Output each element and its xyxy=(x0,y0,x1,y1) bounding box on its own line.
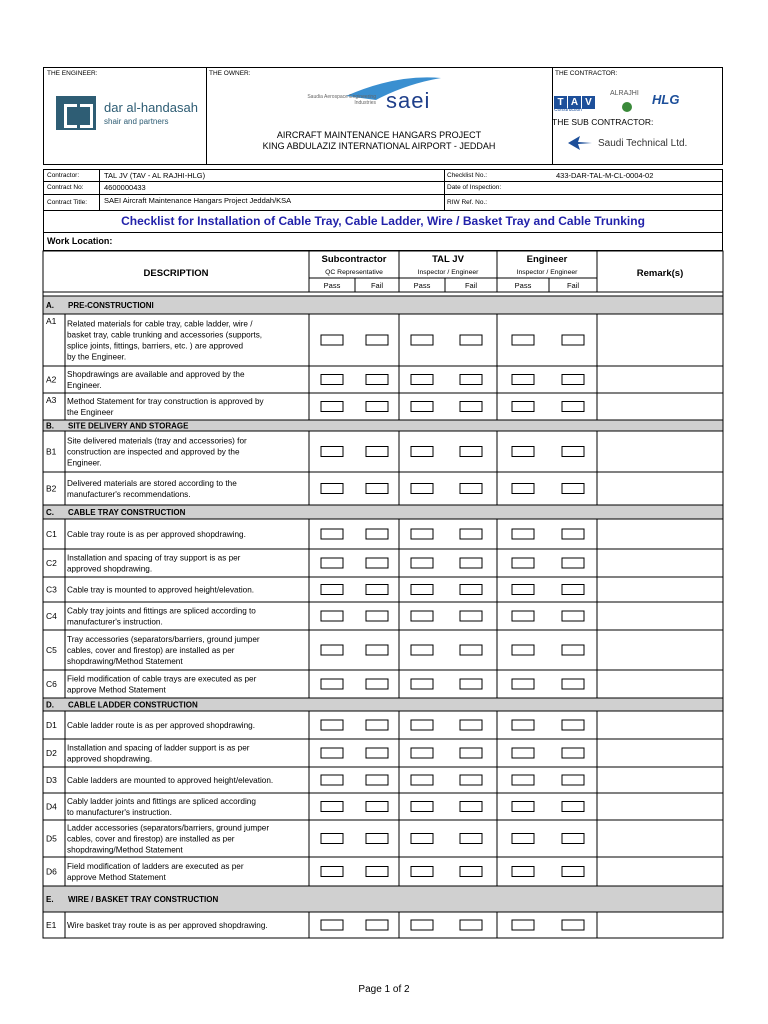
item-description: Delivered materials are stored according to the xyxy=(67,479,237,488)
item-description: Related materials for cable tray, cable ladder, wire / xyxy=(67,319,253,329)
pass-checkbox[interactable] xyxy=(321,447,343,457)
pass-checkbox[interactable] xyxy=(512,529,534,539)
section-code: A. xyxy=(46,301,54,310)
pass-checkbox[interactable] xyxy=(321,585,343,595)
fail-checkbox[interactable] xyxy=(460,802,482,812)
pass-checkbox[interactable] xyxy=(321,375,343,385)
item-description: manufacturer's instruction. xyxy=(67,617,163,627)
work-location-label: Work Location: xyxy=(43,233,723,251)
section-code: C. xyxy=(46,508,54,517)
fail-checkbox[interactable] xyxy=(460,834,482,844)
item-description: Cable tray route is as per approved shopdrawing. xyxy=(67,530,246,539)
alrajhi-logo: ALRAJHI xyxy=(610,90,639,97)
section-code: D. xyxy=(46,700,54,710)
fail-checkbox[interactable] xyxy=(366,402,388,412)
fail-checkbox[interactable] xyxy=(562,802,584,812)
item-description: cables, cover and firestop) are installed as per xyxy=(67,834,235,844)
item-id: E1 xyxy=(46,920,57,930)
page-number: Page 1 of 2 xyxy=(358,984,410,995)
sub-contractor-label: THE SUB CONTRACTOR: xyxy=(552,117,654,127)
pass-checkbox[interactable] xyxy=(512,402,534,412)
fail-checkbox[interactable] xyxy=(366,375,388,385)
group-header: Subcontractor xyxy=(321,254,387,265)
item-description: shopdrawing/Method Statement xyxy=(67,657,183,666)
pass-checkbox[interactable] xyxy=(411,748,433,758)
item-description: approve Method Statement xyxy=(67,685,166,695)
description-header: DESCRIPTION xyxy=(143,268,209,279)
item-id: C5 xyxy=(46,645,57,655)
pass-checkbox[interactable] xyxy=(512,335,534,345)
remarks-field[interactable] xyxy=(599,672,721,696)
item-description: Site delivered materials (tray and accessories) for xyxy=(67,436,247,446)
fail-checkbox[interactable] xyxy=(460,775,482,785)
section-code: E. xyxy=(46,895,54,904)
fail-checkbox[interactable] xyxy=(366,611,388,621)
fail-checkbox[interactable] xyxy=(562,611,584,621)
group-header: Engineer xyxy=(526,254,568,265)
pass-checkbox[interactable] xyxy=(321,402,343,412)
item-id: D1 xyxy=(46,720,57,730)
fail-checkbox[interactable] xyxy=(562,484,584,494)
fail-checkbox[interactable] xyxy=(562,867,584,877)
fail-header: Fail xyxy=(566,281,580,290)
pass-checkbox[interactable] xyxy=(512,867,534,877)
item-id: C4 xyxy=(46,611,57,621)
item-description: Ladder accessories (separators/barriers, ground jumper xyxy=(67,823,270,833)
remarks-field[interactable] xyxy=(599,521,721,547)
project-title-line1: AIRCRAFT MAINTENANCE HANGARS PROJECT xyxy=(276,130,482,140)
fail-checkbox[interactable] xyxy=(460,585,482,595)
pass-checkbox[interactable] xyxy=(411,611,433,621)
item-description: Cable ladders are mounted to approved height/elevation. xyxy=(67,776,274,785)
remarks-field[interactable] xyxy=(599,713,721,737)
contract-no-label: Contract No: xyxy=(47,184,84,191)
pass-checkbox[interactable] xyxy=(321,834,343,844)
item-id: D4 xyxy=(46,801,57,812)
fail-checkbox[interactable] xyxy=(460,558,482,568)
remarks-field[interactable] xyxy=(599,316,721,364)
remarks-field[interactable] xyxy=(599,822,721,855)
pass-checkbox[interactable] xyxy=(512,375,534,385)
fail-checkbox[interactable] xyxy=(562,335,584,345)
riw-ref-label: RIW Ref. No.: xyxy=(447,199,488,206)
fail-checkbox[interactable] xyxy=(460,720,482,730)
fail-checkbox[interactable] xyxy=(562,645,584,655)
pass-checkbox[interactable] xyxy=(411,402,433,412)
pass-checkbox[interactable] xyxy=(321,679,343,689)
pass-checkbox[interactable] xyxy=(512,679,534,689)
pass-checkbox[interactable] xyxy=(321,529,343,539)
fail-checkbox[interactable] xyxy=(460,920,482,930)
item-description: Wire basket tray route is as per approved shopdrawing. xyxy=(67,921,268,930)
tav-letter-t: T xyxy=(554,96,567,109)
pass-checkbox[interactable] xyxy=(321,802,343,812)
contract-title-label: Contract Title: xyxy=(47,199,88,206)
fail-checkbox[interactable] xyxy=(366,585,388,595)
owner-label: THE OWNER: xyxy=(209,70,251,77)
pass-checkbox[interactable] xyxy=(411,867,433,877)
fail-header: Fail xyxy=(464,281,478,290)
fail-checkbox[interactable] xyxy=(562,375,584,385)
item-description: the Engineer xyxy=(67,408,114,417)
pass-checkbox[interactable] xyxy=(512,558,534,568)
section-code: B. xyxy=(46,421,54,431)
fail-checkbox[interactable] xyxy=(366,834,388,844)
checklist-no-value: 433-DAR-TAL-M-CL-0004-02 xyxy=(556,171,654,180)
pass-checkbox[interactable] xyxy=(411,529,433,539)
remarks-field[interactable] xyxy=(599,474,721,503)
fail-checkbox[interactable] xyxy=(562,775,584,785)
fail-checkbox[interactable] xyxy=(562,402,584,412)
group-role: Inspector / Engineer xyxy=(516,269,578,276)
fail-checkbox[interactable] xyxy=(460,402,482,412)
item-id: B1 xyxy=(46,446,57,457)
item-description: approved shopdrawing. xyxy=(67,754,153,764)
item-description: cables, cover and firestop) are installed as per xyxy=(67,646,235,655)
remarks-field[interactable] xyxy=(599,632,721,668)
item-description: basket tray, cable trunking and accessories (supports, xyxy=(67,330,263,340)
fail-checkbox[interactable] xyxy=(366,920,388,930)
pass-checkbox[interactable] xyxy=(411,558,433,568)
item-description: approve Method Statement xyxy=(67,873,166,882)
fail-checkbox[interactable] xyxy=(460,867,482,877)
fail-checkbox[interactable] xyxy=(562,558,584,568)
item-description: Engineer. xyxy=(67,381,102,390)
item-id: D3 xyxy=(46,775,57,785)
remarks-field[interactable] xyxy=(599,604,721,628)
pass-checkbox[interactable] xyxy=(321,558,343,568)
engineer-label: THE ENGINEER: xyxy=(47,70,98,77)
tav-letter-a: A xyxy=(568,96,581,109)
fail-checkbox[interactable] xyxy=(366,748,388,758)
fail-checkbox[interactable] xyxy=(562,720,584,730)
remarks-field[interactable] xyxy=(599,914,721,936)
contract-no-value: 4600000433 xyxy=(104,183,146,192)
item-id: C3 xyxy=(46,584,57,595)
remarks-field[interactable] xyxy=(599,368,721,391)
pass-checkbox[interactable] xyxy=(512,611,534,621)
remarks-field[interactable] xyxy=(599,741,721,765)
pass-checkbox[interactable] xyxy=(321,335,343,345)
fail-checkbox[interactable] xyxy=(562,748,584,758)
item-description: Cable tray is mounted to approved height/elevation. xyxy=(67,585,255,595)
remarks-header: Remark(s) xyxy=(636,268,684,279)
pass-checkbox[interactable] xyxy=(512,748,534,758)
fail-checkbox[interactable] xyxy=(460,611,482,621)
section-title: SITE DELIVERY AND STORAGE xyxy=(68,421,189,431)
owner-logo-sub: Saudia Aerospace Engineering Industries xyxy=(307,94,376,106)
fail-checkbox[interactable] xyxy=(366,645,388,655)
fail-checkbox[interactable] xyxy=(460,645,482,655)
item-description: Cably ladder joints and fittings are spliced according xyxy=(67,797,256,806)
item-id: A3 xyxy=(46,395,57,405)
item-description: Installation and spacing of tray support is as per xyxy=(67,553,241,563)
contractor-label: THE CONTRACTOR: xyxy=(555,70,618,77)
pass-checkbox[interactable] xyxy=(411,802,433,812)
engineer-logo-sub: shair and partners xyxy=(104,117,169,126)
pass-checkbox[interactable] xyxy=(512,920,534,930)
pass-checkbox[interactable] xyxy=(411,645,433,655)
fail-checkbox[interactable] xyxy=(366,484,388,494)
item-id: B2 xyxy=(46,483,57,494)
fail-checkbox[interactable] xyxy=(366,447,388,457)
fail-checkbox[interactable] xyxy=(366,720,388,730)
item-description: Shopdrawings are available and approved by the xyxy=(67,370,245,379)
item-id: D5 xyxy=(46,833,57,844)
item-id: A2 xyxy=(46,374,57,385)
fail-checkbox[interactable] xyxy=(366,775,388,785)
item-id: D2 xyxy=(46,748,57,758)
pass-checkbox[interactable] xyxy=(512,834,534,844)
item-description: Field modification of ladders are executed as per xyxy=(67,862,244,871)
fail-checkbox[interactable] xyxy=(562,585,584,595)
pass-checkbox[interactable] xyxy=(411,585,433,595)
remarks-field[interactable] xyxy=(599,579,721,600)
item-description: to manufacturer's instruction. xyxy=(67,808,172,817)
engineer-logo-name: dar al-handasah xyxy=(104,100,198,115)
tav-letter-v: V xyxy=(582,96,595,109)
pass-checkbox[interactable] xyxy=(411,447,433,457)
item-description: splice joints, fittings, barriers, etc. ) are approved xyxy=(67,341,244,351)
date-of-inspection-label: Date of Inspection: xyxy=(447,184,502,191)
pass-checkbox[interactable] xyxy=(512,585,534,595)
fail-header: Fail xyxy=(370,281,384,290)
pass-checkbox[interactable] xyxy=(411,920,433,930)
fail-checkbox[interactable] xyxy=(366,679,388,689)
fail-checkbox[interactable] xyxy=(460,679,482,689)
pass-checkbox[interactable] xyxy=(411,484,433,494)
item-description: Tray accessories (separators/barriers, ground jumper xyxy=(67,635,260,644)
item-description: Method Statement for tray construction is approved by xyxy=(67,397,264,406)
hlg-logo: HLG xyxy=(652,92,680,107)
contractor-field-value: TAL JV (TAV - AL RAJHI-HLG) xyxy=(104,171,206,180)
section-title: CABLE TRAY CONSTRUCTION xyxy=(68,508,186,517)
section-title: PRE-CONSTRUCTIONI xyxy=(68,301,154,310)
pass-checkbox[interactable] xyxy=(321,867,343,877)
item-id: D6 xyxy=(46,866,57,877)
fail-checkbox[interactable] xyxy=(460,447,482,457)
pass-checkbox[interactable] xyxy=(512,645,534,655)
item-description: Engineer. xyxy=(67,458,102,468)
pass-checkbox[interactable] xyxy=(321,611,343,621)
item-id: C2 xyxy=(46,558,57,568)
remarks-field[interactable] xyxy=(599,395,721,418)
pass-checkbox[interactable] xyxy=(512,802,534,812)
group-role: QC Representative xyxy=(325,269,383,276)
group-header: TAL JV xyxy=(432,254,464,265)
group-role: Inspector / Engineer xyxy=(417,269,479,276)
pass-checkbox[interactable] xyxy=(411,679,433,689)
contract-title-value: SAEI Aircraft Maintenance Hangars Project Jeddah/KSA xyxy=(104,196,292,205)
item-description: by the Engineer. xyxy=(67,352,127,362)
item-description: Installation and spacing of ladder support is as per xyxy=(67,743,250,753)
pass-checkbox[interactable] xyxy=(411,775,433,785)
fail-checkbox[interactable] xyxy=(460,335,482,345)
pass-checkbox[interactable] xyxy=(512,484,534,494)
item-description: Cable ladder route is as per approved shopdrawing. xyxy=(67,721,255,730)
fail-checkbox[interactable] xyxy=(366,529,388,539)
fail-checkbox[interactable] xyxy=(460,748,482,758)
item-description: Field modification of cable trays are executed as per xyxy=(67,674,257,684)
fail-checkbox[interactable] xyxy=(562,679,584,689)
pass-checkbox[interactable] xyxy=(321,748,343,758)
pass-header: Pass xyxy=(514,281,532,290)
fail-checkbox[interactable] xyxy=(366,802,388,812)
pass-checkbox[interactable] xyxy=(321,775,343,785)
fail-checkbox[interactable] xyxy=(460,375,482,385)
checklist-title: Checklist for Installation of Cable Tray, Cable Ladder, Wire / Basket Tray and Cable Trunking xyxy=(43,211,723,233)
item-id: C1 xyxy=(46,529,57,539)
pass-checkbox[interactable] xyxy=(411,720,433,730)
remarks-field[interactable] xyxy=(599,433,721,470)
fail-checkbox[interactable] xyxy=(562,529,584,539)
fail-checkbox[interactable] xyxy=(562,920,584,930)
tav-sub: Construction xyxy=(554,107,583,113)
checklist-no-label: Checklist No.: xyxy=(447,172,488,179)
fail-checkbox[interactable] xyxy=(460,529,482,539)
item-description: construction are inspected and approved by the xyxy=(67,447,240,457)
pass-header: Pass xyxy=(323,281,341,290)
item-description: manufacturer's recommendations. xyxy=(67,490,191,499)
fail-checkbox[interactable] xyxy=(562,834,584,844)
pass-checkbox[interactable] xyxy=(512,775,534,785)
pass-checkbox[interactable] xyxy=(321,720,343,730)
fail-checkbox[interactable] xyxy=(562,447,584,457)
section-title: WIRE / BASKET TRAY CONSTRUCTION xyxy=(68,895,219,904)
item-description: Cably tray joints and fittings are spliced according to xyxy=(67,606,256,616)
remarks-field[interactable] xyxy=(599,769,721,791)
pass-checkbox[interactable] xyxy=(512,447,534,457)
pass-checkbox[interactable] xyxy=(411,335,433,345)
sub-contractor-name: Saudi Technical Ltd. xyxy=(598,138,688,149)
pass-checkbox[interactable] xyxy=(512,720,534,730)
remarks-field[interactable] xyxy=(599,551,721,575)
item-description: shopdrawing/Method Statement xyxy=(67,845,183,855)
item-id: C6 xyxy=(46,679,57,689)
remarks-field[interactable] xyxy=(599,795,721,818)
pass-checkbox[interactable] xyxy=(321,645,343,655)
fail-checkbox[interactable] xyxy=(460,484,482,494)
contractor-field-label: Contractor: xyxy=(47,172,80,179)
pass-checkbox[interactable] xyxy=(321,484,343,494)
remarks-field[interactable] xyxy=(599,859,721,884)
pass-header: Pass xyxy=(413,281,431,290)
item-id: A1 xyxy=(46,316,57,326)
fail-checkbox[interactable] xyxy=(366,867,388,877)
item-description: approved shopdrawing. xyxy=(67,564,153,574)
pass-checkbox[interactable] xyxy=(411,834,433,844)
fail-checkbox[interactable] xyxy=(366,335,388,345)
pass-checkbox[interactable] xyxy=(321,920,343,930)
fail-checkbox[interactable] xyxy=(366,558,388,568)
owner-logo-name: saei xyxy=(386,88,431,113)
section-title: CABLE LADDER CONSTRUCTION xyxy=(68,700,198,710)
project-title-line2: KING ABDULAZIZ INTERNATIONAL AIRPORT - JEDDAH xyxy=(262,141,496,151)
pass-checkbox[interactable] xyxy=(411,375,433,385)
